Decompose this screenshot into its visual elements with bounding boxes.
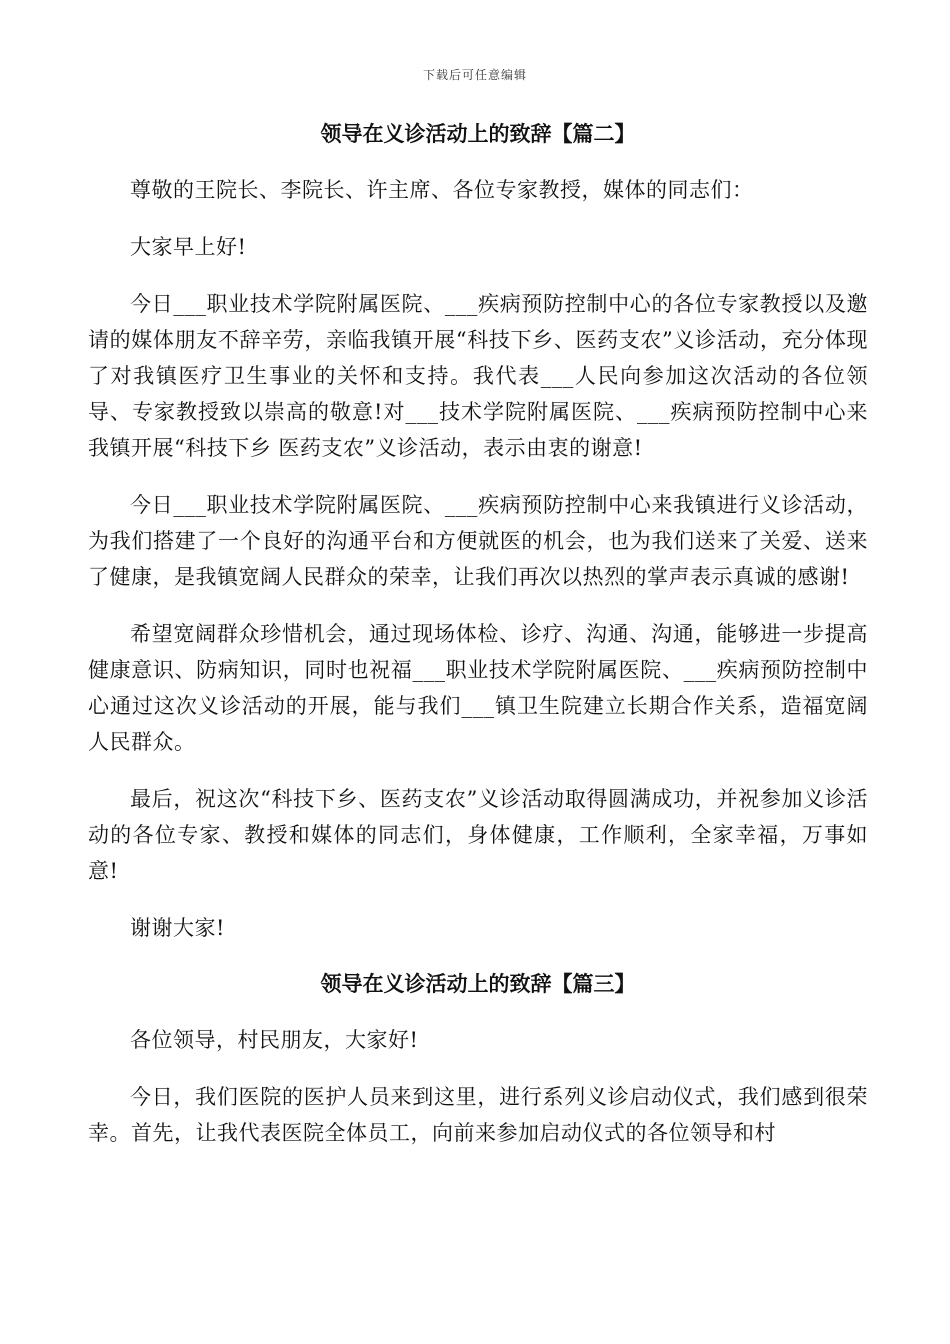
greeting-paragraph: 大家早上好!: [130, 235, 247, 259]
body-paragraph: 今日___职业技术学院附属医院、___疾病预防控制中心的各位专家教授以及邀请的媒体朋友不辞辛劳，亲临我镇开展“科技下乡、医药支农”义诊活动，充分体现了对我镇医疗卫生事业的关怀和支持。我代表___人民向参加这次活动的各位领导、专家教授致以崇高的敬意!对___技术学院附属医院、___疾病预防控制中心来我镇开展“科技下乡 医药支农”义诊活动，表示由衷的谢意!: [88, 292, 868, 460]
body-paragraph: 今日___职业技术学院附属医院、___疾病预防控制中心来我镇进行义诊活动，为我们搭建了一个良好的沟通平台和方便就医的机会，也为我们送来了关爱、送来了健康，是我镇宽阔人民群众的荣幸，让我们再次以热烈的掌声表示真诚的感谢!: [88, 493, 868, 589]
closing-paragraph: 谢谢大家!: [130, 916, 225, 940]
body-paragraph: 最后，祝这次“科技下乡、医药支农”义诊活动取得圆满成功，并祝参加义诊活动的各位专家、教授和媒体的同志们，身体健康，工作顺利，全家幸福，万事如意!: [88, 787, 868, 883]
section-title-part3: 领导在义诊活动上的致辞【篇三】: [320, 972, 636, 996]
section-title-part2: 领导在义诊活动上的致辞【篇二】: [320, 122, 636, 146]
body-paragraph: 希望宽阔群众珍惜机会，通过现场体检、诊疗、沟通、沟通，能够进一步提高健康意识、防病知识，同时也祝福___职业技术学院附属医院、___疾病预防控制中心通过这次义诊活动的开展，能与我们___镇卫生院建立长期合作关系，造福宽阔人民群众。: [88, 622, 868, 754]
body-paragraph: 今日，我们医院的医护人员来到这里，进行系列义诊启动仪式，我们感到很荣幸。首先，让我代表医院全体员工，向前来参加启动仪式的各位领导和村: [88, 1085, 868, 1145]
header-note: 下载后可任意编辑: [422, 68, 527, 82]
salutation-paragraph: 尊敬的王院长、李院长、许主席、各位专家教授，媒体的同志们：: [130, 178, 754, 202]
salutation-paragraph: 各位领导，村民朋友，大家好!: [130, 1028, 419, 1052]
document-body: [88, 116, 868, 1151]
